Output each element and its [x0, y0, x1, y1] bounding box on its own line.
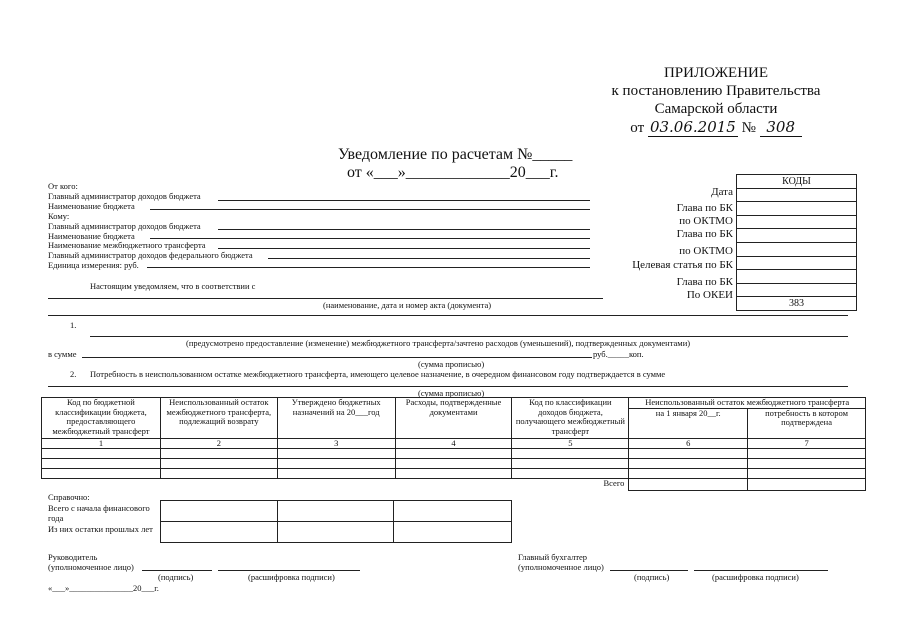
handwritten-date: 03.06.2015: [648, 118, 738, 137]
fill-line: [218, 248, 590, 249]
codes-header: КОДЫ: [737, 175, 857, 189]
reference-table: [160, 500, 512, 543]
code-label-chapter-2: Глава по БК: [676, 228, 733, 240]
code-cell: [737, 283, 857, 297]
fill-line: [218, 200, 590, 201]
accountant-decode-caption: (расшифровка подписи): [712, 572, 799, 582]
total-label: Всего: [603, 478, 625, 488]
header-fields: [48, 182, 253, 271]
col-group-header: Неиспользованный остаток межбюджетного трансферта: [629, 398, 866, 409]
sum-caption: (сумма прописью): [418, 359, 485, 369]
act-caption: (наименование, дата и номер акта (документа): [323, 300, 492, 310]
sum-caption-2: (сумма прописью): [418, 388, 485, 398]
item1-caption: (предусмотрено предоставление (изменение) межбюджетного трансферта/зачтено расходов (уменьшений), подтвержденных документами): [186, 338, 691, 348]
table-row: [42, 449, 866, 459]
codes-table: [736, 174, 857, 311]
code-label-date: Дата: [711, 186, 733, 198]
number-prefix: №: [741, 120, 756, 136]
col-number: 2: [160, 438, 277, 449]
handwritten-number: 308: [760, 118, 802, 137]
accountant-subtitle: (уполномоченное лицо): [518, 562, 604, 572]
head-title: Руководитель: [48, 552, 98, 562]
fill-line: [268, 258, 590, 259]
col-number: 6: [629, 438, 748, 449]
doc-title-line2: от «___»_____________20___г.: [347, 164, 559, 181]
field-unit: Единица измерения: руб.: [48, 260, 139, 271]
field-budget-2: Наименование бюджета: [48, 230, 135, 241]
head-subtitle: (уполномоченное лицо): [48, 562, 134, 572]
sum-suffix: руб._____коп.: [593, 349, 644, 359]
code-label-oktmo-2: по ОКТМО: [679, 245, 733, 257]
reference-row2: Из них остатки прошлых лет: [48, 524, 153, 534]
col-number: 5: [512, 438, 629, 449]
code-cell: [737, 270, 857, 284]
code-cell: [737, 188, 857, 202]
code-label-oktmo-1: по ОКТМО: [679, 215, 733, 227]
field-admin-2: Главный администратор доходов бюджета: [48, 220, 201, 231]
appendix-line1: к постановлению Правительства: [611, 83, 821, 99]
signature-line: [218, 570, 360, 571]
code-label-okei: По ОКЕИ: [686, 289, 733, 301]
item2-number: 2.: [70, 369, 77, 379]
col-header-3: Утверждено бюджетных назначений на 20___год: [277, 398, 395, 439]
col-header-2: Неиспользованный остаток межбюджетного трансферта, подлежащий возврату: [160, 398, 277, 439]
appendix-block: [598, 64, 834, 137]
col-header-5: Код по классификации доходов бюджета, получающего межбюджетный трансферт: [512, 398, 629, 439]
accountant-sign-caption: (подпись): [634, 572, 670, 582]
col-number: 4: [395, 438, 512, 449]
item1-number: 1.: [70, 320, 77, 330]
reference-row1: Всего с начала финансового года: [48, 503, 150, 523]
fill-line: [90, 336, 848, 337]
signature-line: [610, 570, 688, 571]
reference-title: Справочно:: [48, 492, 90, 502]
field-from: От кого:: [48, 181, 78, 191]
code-cell: [737, 242, 857, 256]
sign-date-line: «___»_______________20___г.: [48, 583, 159, 593]
field-admin-1: Главный администратор доходов бюджета: [48, 190, 201, 201]
code-cell: [737, 229, 857, 243]
appendix-line2: Самарской области: [654, 101, 778, 117]
accountant-title: Главный бухгалтер: [518, 552, 588, 562]
fill-line: [150, 209, 590, 210]
table-row: [42, 459, 866, 469]
fill-line: [147, 267, 590, 268]
col-number: 1: [42, 438, 161, 449]
appendix-title: ПРИЛОЖЕНИЕ: [663, 65, 769, 81]
code-label-target: Целевая статья по БК: [632, 259, 733, 271]
main-table: [41, 397, 866, 491]
field-federal-admin: Главный администратор доходов федерального бюджета: [48, 250, 253, 261]
table-row: [42, 469, 866, 479]
notice-text: Настоящим уведомляем, что в соответствии с: [90, 281, 256, 291]
fill-line: [150, 238, 590, 239]
okei-code: 383: [737, 297, 857, 311]
col-number: 3: [277, 438, 395, 449]
col-header-4: Расходы, подтвержденные документами: [395, 398, 512, 439]
head-sign-caption: (подпись): [158, 572, 194, 582]
total-row: [42, 479, 866, 491]
doc-title-line1: Уведомление по расчетам №_____: [338, 146, 573, 163]
code-label-chapter-1: Глава по БК: [676, 202, 733, 214]
fill-line: [48, 386, 848, 387]
col-subheader-7: потребность в котором подтверждена: [748, 408, 866, 438]
col-number: 7: [748, 438, 866, 449]
col-subheader-6: на 1 января 20__г.: [629, 408, 748, 438]
fill-line: [218, 229, 590, 230]
code-cell: [737, 256, 857, 270]
col-header-1: Код по бюджетной классификации бюджета, предоставляющего межбюджетный трансферт: [42, 398, 161, 439]
signature-line: [694, 570, 828, 571]
field-budget-1: Наименование бюджета: [48, 200, 135, 211]
item2-text: Потребность в неиспользованном остатке межбюджетного трансферта, имеющего целевое назначение, в очередном финансовом году подтверждается в сумме: [90, 369, 666, 379]
date-prefix: от: [630, 120, 645, 136]
codes-block: [600, 174, 857, 310]
sum-prefix: в сумме: [48, 349, 77, 359]
fill-line: [82, 357, 592, 358]
field-transfer-name: Наименование межбюджетного трансферта: [48, 240, 206, 251]
code-cell: [737, 202, 857, 216]
code-label-chapter-3: Глава по БК: [676, 276, 733, 288]
code-cell: [737, 215, 857, 229]
head-decode-caption: (расшифровка подписи): [248, 572, 335, 582]
signature-line: [142, 570, 212, 571]
field-to: Кому:: [48, 210, 70, 221]
fill-line: [48, 315, 848, 316]
fill-line: [48, 298, 603, 299]
appendix-date-line: [598, 118, 834, 137]
